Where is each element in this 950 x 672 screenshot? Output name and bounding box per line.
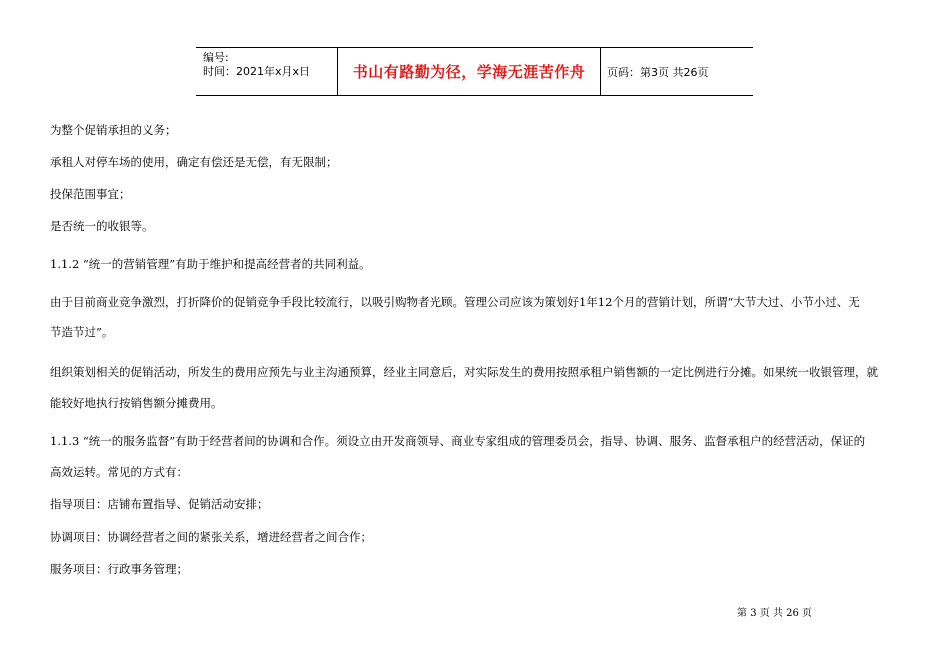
header-left-cell	[196, 48, 338, 95]
section-heading: 1.1.2 “统一的营销管理”有助于维护和提高经营者的共同利益。	[50, 257, 371, 271]
header-page-label: 页码：第3页 共26页	[607, 65, 709, 79]
header-motto: 书山有路勤为径，学海无涯苦作舟	[338, 48, 601, 95]
paragraph: 组织策划相关的促销活动，所发生的费用应预先与业主沟通预算，经业主同意后，对实际发生的费用按照承租户销售额的一定比例进行分摊。如果统一收银管理，就	[50, 365, 878, 379]
paragraph: 指导项目：店铺布置指导、促销活动安排；	[50, 497, 269, 511]
page-footer: 第 3 页 共 26 页	[737, 608, 812, 619]
paragraph: 由于目前商业竞争激烈，打折降价的促销竞争手段比较流行，以吸引购物者光顾。管理公司应该为策划好1年12个月的营销计划，所谓“大节大过、小节小过、无	[50, 295, 860, 309]
paragraph-continuation: 高效运转。常见的方式有：	[50, 465, 188, 479]
paragraph: 承租人对停车场的使用，确定有偿还是无偿，有无限制；	[50, 155, 338, 169]
paragraph: 投保范围事宜；	[50, 187, 131, 201]
paragraph: 协调项目：协调经营者之间的紧张关系，增进经营者之间合作；	[50, 530, 372, 544]
paragraph-continuation: 能较好地执行按销售额分摊费用。	[50, 396, 223, 410]
paragraph: 为整个促销承担的义务；	[50, 123, 177, 137]
document-number-label: 编号:	[203, 51, 229, 64]
section-heading: 1.1.3 “统一的服务监督”有助于经营者间的协调和合作。须设立由开发商领导、商业专家组成的管理委员会，指导、协调、服务、监督承租户的经营活动，保证的	[50, 434, 866, 448]
document-date-label: 时间：2021年x月x日	[203, 65, 311, 78]
header-table	[196, 47, 753, 96]
paragraph: 是否统一的收银等。	[50, 219, 154, 233]
paragraph: 服务项目：行政事务管理；	[50, 562, 188, 576]
paragraph-continuation: 节造节过”。	[50, 325, 114, 339]
